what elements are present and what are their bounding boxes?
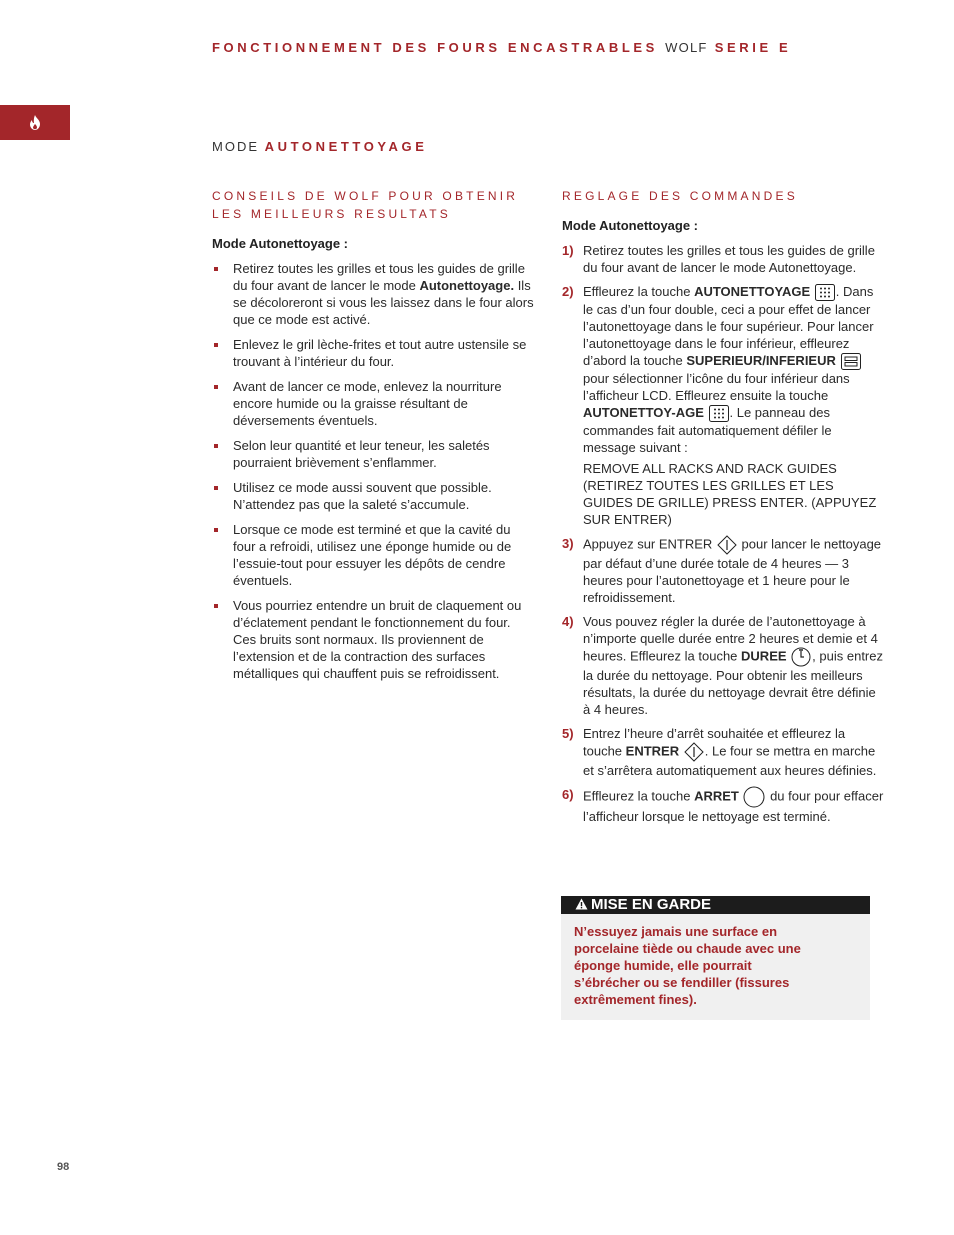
tips-heading-line2: LES MEILLEURS RESULTATS (212, 207, 451, 221)
page-number: 98 (57, 1161, 70, 1173)
list-item: Utilisez ce mode aussi souvent que possible. N’attendez pas que la saleté s’accumule. (212, 479, 534, 513)
step-item: 2) Effleurez la touche AUTONETTOYAGE . Dans le cas d’un four double, ceci a pour effet de lancer l’autonettoyage dans le four supérieur. Pour lancer l’autonettoyage dans le four inférieur, effleurez d’abord la touche SUPERIEUR/INFERIEUR pour sélectionner l’icône du four inférieur dans l’afficheur LCD. Effleurez ensuite la touche AUTONETTOY-AGE . Le panneau des commandes fait automatiquement défiler le message suivant : REMOVE ALL RACKS AND RACK GUIDES (RETIREZ TOUTES LES GRILLES ET LES GUIDES DE GRILLE) PRESS ENTER. (APPUYEZ SUR ENTRER) (562, 283, 884, 528)
warning-header (561, 896, 870, 914)
list-item: Retirez toutes les grilles et tous les guides de grille du four avant de lancer le mode Autonettoyage. Ils se décoloreront si vous les laissez dans le four alors que ce mode est activé. (212, 260, 534, 328)
tips-list (212, 260, 534, 682)
step-item: 4) Vous pouvez régler la durée de l’autonettoyage à n’importe quelle durée entre 2 heures et demie et 4 heures. Effleurez la touche DUREE , puis entrez la durée du nettoyage. Pour obtenir les meilleurs résultats, la durée du nettoyage devrait être définie à 4 heures. (562, 614, 883, 718)
lcd-message: REMOVE ALL RACKS AND RACK GUIDES (RETIREZ TOUTES LES GRILLES ET LES GUIDES DE GRILLE) PRESS ENTER. (APPUYEZ SUR ENTRER) (583, 461, 877, 528)
header-series: SERIE E (714, 40, 792, 55)
mode-label: MODE (212, 139, 259, 154)
list-item: Selon leur quantité et leur teneur, les saletés pourraient brièvement s’enflammer. (212, 437, 534, 471)
page-title (212, 139, 428, 154)
enter-icon (717, 535, 737, 555)
flame-icon (29, 115, 41, 130)
controls-heading: REGLAGE DES COMMANDES (562, 189, 798, 203)
warning-text: N’essuyez jamais une surface en porcelaine tiède ou chaude avec une éponge humide, elle pourrait s’ébrécher ou se fendiller (fissures extrêmement fines). (574, 924, 801, 1007)
tips-column (212, 187, 534, 690)
off-icon (743, 786, 765, 808)
controls-subtitle: Mode Autonettoyage : (562, 218, 699, 233)
controls-column (562, 187, 884, 832)
mode-name: AUTONETTOYAGE (264, 139, 428, 154)
timer-icon (791, 647, 811, 667)
section-tab (0, 105, 70, 140)
tips-heading (212, 187, 534, 223)
list-item: Lorsque ce mode est terminé et que la cavité du four a refroidi, utilisez une éponge humide ou de l’essuie-tout pour essuyer les dépôts de cendre éventuels. (212, 521, 534, 589)
header-title: FONCTIONNEMENT DES FOURS ENCASTRABLES (212, 40, 658, 55)
warning-icon (575, 898, 588, 910)
running-header (212, 40, 791, 55)
warning-box (561, 896, 870, 1020)
steps-list (562, 242, 884, 825)
list-item: Enlevez le gril lèche-frites et tout autre ustensile se trouvant à l’intérieur du four. (212, 336, 534, 370)
tips-heading-line1: CONSEILS DE WOLF POUR OBTENIR (212, 189, 519, 203)
self-clean-icon (815, 284, 835, 301)
step-item: 3) Appuyez sur ENTRER pour lancer le nettoyage par défaut d’une durée totale de 4 heures — 3 heures pour l’autonettoyage et 1 heure pour le refroidissement. (562, 536, 882, 606)
tips-subtitle: Mode Autonettoyage : (212, 236, 349, 251)
enter-icon (684, 742, 704, 762)
step-item: 5) Entrez l’heure d’arrêt souhaitée et effleurez la touche ENTRER . Le four se mettra en marche et s’arrêtera automatiquement aux heures définies. (562, 726, 877, 779)
self-clean-icon (709, 405, 729, 422)
step-item: 6) Effleurez la touche ARRET du four pour effacer l’afficheur lorsque le nettoyage est terminé. (562, 787, 884, 825)
header-brand: WOLF (665, 40, 708, 55)
warning-title: MISE EN GARDE (591, 896, 712, 913)
list-item: Avant de lancer ce mode, enlevez la nourriture encore humide ou la graisse résultant de déversements éventuels. (212, 378, 534, 429)
list-item: Vous pourriez entendre un bruit de claquement ou d’éclatement pendant le fonctionnement du four. Ces bruits sont normaux. Ils proviennent de l’extension et de la contraction des surfaces métalliques qui chauffent puis se refroidissent. (212, 597, 534, 682)
step-item: 1) Retirez toutes les grilles et tous les guides de grille du four avant de lancer le mode Autonettoyage. (562, 243, 875, 275)
upper-lower-oven-icon (841, 353, 861, 370)
